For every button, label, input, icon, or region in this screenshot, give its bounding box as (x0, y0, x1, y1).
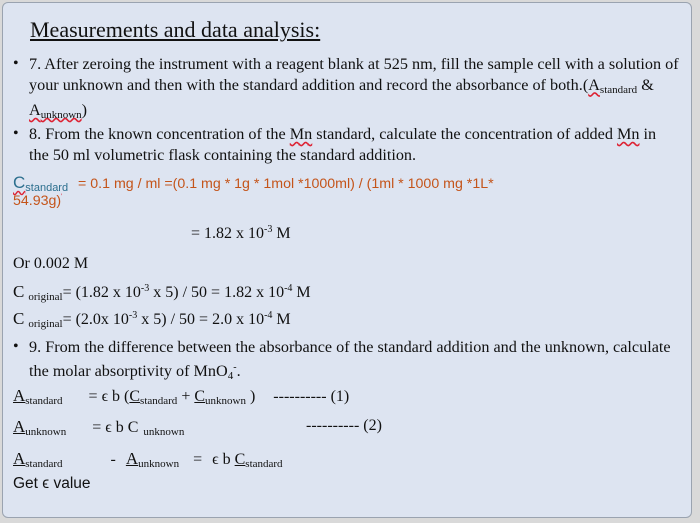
result-exp: -3 (264, 224, 273, 235)
a-standard-sub: standard (599, 83, 638, 96)
equals: = (193, 451, 203, 468)
a-unknown-sub: unknown (40, 109, 82, 121)
c-original-line-1 (13, 282, 311, 303)
result-line (191, 224, 291, 243)
mno4-sub: 4 (227, 369, 234, 382)
unit: M (272, 311, 291, 328)
equation-1 (13, 386, 349, 407)
minus: - (110, 451, 116, 468)
bullet-7-text: 7. After zeroing the instrument with a reagent blank at 525 nm, fill the sample cell with a solution of your unknown and then with the standard addition and record the absorbance of both.( (29, 55, 679, 94)
bullet-9 (13, 337, 679, 386)
eq-part: = ϵ b ( (88, 388, 130, 405)
c-unknown-sub: unknown (143, 426, 185, 438)
a-letter: A (13, 386, 26, 405)
c-original-line-2 (13, 309, 291, 330)
a-standard-sub: standard (25, 395, 63, 407)
c-standard-eq: = 0.1 mg / ml =(0.1 mg * 1g * 1mol *1000ml) / (1ml * 1000 mg *1L* (78, 176, 494, 192)
a-letter: A (13, 449, 26, 468)
exp: -3 (128, 310, 138, 321)
unit: M (292, 284, 311, 301)
eq-part: ϵ b (212, 451, 235, 468)
a-standard (588, 76, 637, 94)
c-letter: C (13, 309, 25, 328)
a-unknown (13, 419, 66, 436)
exp: -4 (284, 283, 293, 294)
bullet-9-text: 9. From the difference between the absorbance of the standard addition and the unknown, calculate the molar absorptivity of MnO (29, 338, 671, 380)
bullet-8-text-a: 8. From the known concentration of the (29, 125, 290, 143)
bullet-7 (13, 54, 679, 126)
eq-part: x 5) / 50 = 2.0 x 10 (137, 311, 265, 328)
c-letter: C (13, 173, 26, 192)
eq-part: ) (245, 388, 256, 405)
eq-part: x 5) / 50 = 1.82 x 10 (149, 284, 285, 301)
period: . (236, 361, 241, 380)
eq-number: ---------- (1) (273, 388, 350, 405)
eq-part: = (2.0x 10 (62, 311, 129, 328)
a-unknown (29, 101, 82, 119)
c-unknown (194, 388, 246, 405)
page-title: Measurements and data analysis: (30, 17, 321, 42)
mn-word: Mn (289, 125, 313, 143)
bullet-8 (13, 124, 679, 165)
c-original-sub: original (28, 291, 63, 303)
a-letter: A (13, 417, 26, 436)
eq-part: = ϵ b C (92, 419, 139, 436)
bullet-8-text-b: standard, calculate the concentration of added (312, 125, 617, 143)
a-letter: A (29, 101, 41, 119)
amp: & (637, 75, 654, 94)
mno4-sup: - (233, 361, 237, 373)
or-line: Or 0.002 M (13, 255, 89, 272)
close-paren: ) (81, 101, 88, 119)
c-letter: C (13, 282, 25, 301)
slide (2, 2, 692, 518)
mn-word: Mn (616, 125, 640, 143)
result-unit: M (272, 225, 291, 242)
c-standard (235, 451, 283, 468)
c-unknown-sub: unknown (205, 395, 246, 407)
c-letter: C (129, 388, 141, 405)
bullet-mark: • (13, 55, 19, 72)
result-value: = 1.82 x 10 (191, 225, 265, 242)
c-standard-sub: standard (25, 182, 69, 194)
bullet-8-text-c: in the 50 ml volumetric flask containing the standard addition. (29, 125, 657, 164)
c-letter: C (194, 388, 206, 405)
a-letter: A (125, 449, 139, 468)
c-standard-sub: standard (140, 395, 178, 407)
eq-number-2: ---------- (2) (306, 417, 382, 434)
a-unknown (126, 451, 179, 468)
c-standard (13, 173, 69, 194)
c-standard (129, 388, 177, 405)
c-original-sub: original (28, 318, 63, 330)
equation-2 (13, 417, 184, 438)
a-unknown-sub: unknown (138, 458, 180, 470)
c-letter: C (234, 451, 246, 468)
a-standard (13, 451, 63, 468)
exp: -3 (140, 283, 150, 294)
c-standard-line (13, 173, 494, 194)
eq-part: = (1.82 x 10 (62, 284, 141, 301)
footer-text: Get ϵ value (13, 475, 91, 492)
a-standard-sub: standard (25, 458, 63, 470)
c-standard-sub: standard (245, 458, 283, 470)
plus: + (177, 388, 195, 405)
c-standard-line-2: 54.93g) (13, 193, 62, 209)
a-standard (13, 388, 63, 405)
equation-3 (13, 449, 283, 470)
a-letter: A (588, 75, 600, 94)
exp: -4 (264, 310, 273, 321)
bullet-mark: • (13, 338, 19, 355)
a-unknown-sub: unknown (25, 426, 67, 438)
bullet-mark: • (13, 125, 19, 142)
